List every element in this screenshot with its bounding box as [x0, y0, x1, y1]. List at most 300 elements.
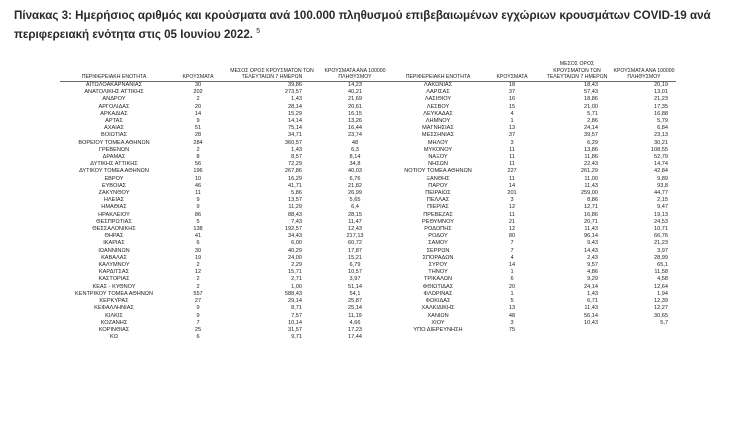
- left-cell-avg7: 2,29: [291, 262, 302, 269]
- left-cell-per100k: 40,03: [348, 168, 362, 175]
- left-cell-cases: 196: [193, 168, 203, 175]
- left-cell-region: ΚΕΝΤΡΙΚΟΥ ΤΟΜΕΑ ΑΘΗΝΩΝ: [74, 290, 153, 297]
- right-cell-avg7: 56,14: [584, 312, 598, 319]
- right-cell-avg7: 9,43: [587, 240, 598, 247]
- right-cell-per100k: 13,01: [654, 89, 668, 96]
- right-cell-avg7: 57,43: [584, 89, 598, 96]
- left-cell-avg7: 29,14: [288, 298, 302, 305]
- right-cell-cases: 11: [509, 161, 515, 168]
- right-cell-avg7: [542, 334, 612, 341]
- right-cell-region: ΣΠΟΡΑΔΩΝ: [422, 254, 454, 261]
- right-cell-per100k: 52,79: [654, 154, 668, 161]
- right-cell-cases: 13: [508, 305, 516, 312]
- left-cell-per100k: 23,74: [348, 132, 362, 139]
- left-cell-cases: 6: [196, 334, 200, 341]
- left-cell-per100k: 4,66: [349, 319, 361, 326]
- left-cell-cases: 56: [194, 161, 202, 168]
- table-row: [60, 168, 676, 175]
- left-cell-cases: 12: [194, 269, 202, 276]
- right-cell-per100k: 21,23: [654, 96, 668, 103]
- right-cell-cases: 15: [508, 103, 516, 110]
- right-cell-per100k: 4,58: [657, 276, 668, 283]
- left-cell-region: ΑΝΑΤΟΛΙΚΗΣ ΑΤΤΙΚΗΣ: [84, 89, 144, 96]
- right-cell-avg7: 6,71: [587, 298, 598, 305]
- right-cell-avg7: 22,43: [584, 161, 598, 168]
- left-cell-region: ΘΗΡΑΣ: [104, 233, 124, 240]
- right-cell-region: ΠΡΕΒΕΖΑΣ: [423, 211, 453, 218]
- right-cell-avg7: 5,71: [587, 110, 598, 117]
- right-cell-region: ΛΗΜΝΟΥ: [425, 118, 451, 125]
- right-cell-per100k: 1,94: [657, 290, 668, 297]
- table-row: [60, 298, 676, 305]
- right-cell-avg7: 11,86: [584, 154, 598, 161]
- left-cell-per100k: 28,15: [348, 211, 362, 218]
- left-cell-per100k: 6,79: [349, 262, 361, 269]
- right-cell-per100k: 20,19: [654, 82, 668, 88]
- table-row: [60, 197, 676, 204]
- right-cell-per100k: 10,71: [654, 226, 668, 233]
- table-row: [60, 226, 676, 233]
- left-cell-per100k: 60,72: [348, 240, 362, 247]
- left-cell-per100k: 3,97: [349, 276, 361, 283]
- left-cell-region: ΓΡΕΒΕΝΩΝ: [98, 146, 130, 153]
- table-row: [60, 125, 676, 132]
- right-cell-region: ΜΥΚΟΝΟΥ: [423, 146, 453, 153]
- left-cell-per100k: 17,87: [348, 247, 362, 254]
- right-cell-region: ΛΕΣΒΟΥ: [426, 103, 450, 110]
- left-cell-cases: 6: [196, 240, 200, 247]
- right-cell-cases: 12: [508, 226, 516, 233]
- right-cell-region: ΡΕΘΥΜΝΟΥ: [422, 218, 454, 225]
- table-row: [60, 96, 676, 103]
- left-cell-cases: 557: [193, 290, 203, 297]
- table-row: [60, 219, 676, 226]
- left-cell-region: ΚΑΡΔΙΤΣΑΣ: [98, 269, 130, 276]
- left-cell-per100k: 21,69: [348, 96, 362, 103]
- right-cell-per100k: [612, 327, 676, 334]
- table-row: [60, 240, 676, 247]
- left-cell-avg7: 31,57: [288, 326, 302, 333]
- left-cell-avg7: 88,43: [288, 211, 302, 218]
- left-cell-cases: 7: [196, 319, 200, 326]
- right-cell-avg7: 11,43: [584, 182, 598, 189]
- left-cell-region: ΔΡΑΜΑΣ: [102, 154, 126, 161]
- right-cell-region: ΧΑΛΚΙΔΙΚΗΣ: [421, 305, 455, 312]
- left-cell-region: ΚΕΡΚΥΡΑΣ: [99, 298, 129, 305]
- table-row: [60, 104, 676, 111]
- left-cell-per100k: 10,57: [348, 269, 362, 276]
- right-cell-avg7: 12,71: [584, 204, 598, 211]
- left-cell-cases: 8: [196, 154, 200, 161]
- left-cell-cases: 2: [196, 96, 200, 103]
- left-cell-cases: 27: [194, 298, 202, 305]
- right-cell-region: ΝΗΣΩΝ: [428, 161, 448, 168]
- right-cell-cases: 6: [510, 276, 514, 283]
- table-row: [60, 154, 676, 161]
- left-cell-avg7: 41,71: [288, 182, 302, 189]
- caption-text: Πίνακας 3: Ημερήσιος αριθμός και κρούσματα ανά 100.000 πληθυσμού επιβεβαιωμένων εγχώριων κρουσμάτων COVID-19 ανά περιφερειακή ενότητα στις 05 Ιουνίου 2022.: [14, 9, 711, 41]
- right-cell-avg7: 8,86: [587, 197, 598, 204]
- left-cell-per100k: 17,44: [348, 334, 362, 341]
- left-cell-per100k: 11,19: [348, 312, 362, 319]
- table-row: [60, 190, 676, 197]
- right-cell-cases: 37: [508, 132, 516, 139]
- left-cell-region: ΗΜΑΘΙΑΣ: [101, 204, 127, 211]
- right-cell-region: ΠΕΙΡΑΙΩΣ: [425, 190, 451, 197]
- right-cell-per100k: 17,35: [654, 103, 668, 110]
- right-cell-cases: 14: [508, 262, 516, 269]
- left-cell-avg7: 39,86: [288, 82, 302, 88]
- left-cell-per100k: 16,44: [348, 125, 362, 132]
- caption-footnote: 5: [256, 28, 261, 35]
- right-cell-per100k: 66,76: [654, 233, 668, 240]
- left-cell-region: ΚΑΣΤΟΡΙΑΣ: [98, 276, 130, 283]
- right-cell-cases: 4: [510, 110, 514, 117]
- table-row: [60, 291, 676, 298]
- table-row: [60, 212, 676, 219]
- left-cell-region: ΑΡΚΑΔΙΑΣ: [100, 110, 128, 117]
- left-cell-region: ΚΟΡΙΝΘΙΑΣ: [98, 326, 130, 333]
- left-cell-cases: 28: [194, 132, 202, 139]
- right-cell-cases: 16: [508, 96, 516, 103]
- right-cell-per100k: 9,89: [657, 175, 668, 182]
- right-cell-cases: 11: [509, 175, 515, 182]
- right-cell-avg7: 11,00: [584, 175, 598, 182]
- left-cell-avg7: 9,71: [291, 334, 302, 341]
- left-cell-cases: 20: [194, 103, 202, 110]
- right-cell-avg7: 11,43: [584, 305, 598, 312]
- left-cell-per100k: 25,14: [348, 305, 362, 312]
- right-cell-per100k: 24,53: [654, 218, 668, 225]
- right-cell-per100k: 5,79: [657, 118, 668, 125]
- right-cell-region: ΦΘΙΩΤΙΔΑΣ: [422, 283, 454, 290]
- left-cell-per100k: 13,26: [348, 118, 362, 125]
- left-cell-avg7: 75,14: [288, 125, 302, 132]
- table-row: [60, 204, 676, 211]
- table-row: [60, 233, 676, 240]
- right-cell-per100k: 21,23: [654, 240, 668, 247]
- left-cell-cases: 9: [196, 312, 200, 319]
- left-cell-per100k: 6,3: [351, 146, 359, 153]
- right-cell-per100k: 19,13: [654, 211, 668, 218]
- left-cell-cases: 5: [196, 218, 200, 225]
- right-cell-region: [394, 334, 482, 341]
- right-cell-cases: [482, 334, 542, 341]
- table-row: [60, 305, 676, 312]
- right-cell-cases: 227: [507, 168, 517, 175]
- table-row: [60, 269, 676, 276]
- table-row: [60, 183, 676, 190]
- right-cell-region: ΠΙΕΡΙΑΣ: [427, 204, 449, 211]
- left-cell-cases: 284: [193, 139, 203, 146]
- right-cell-avg7: 16,86: [584, 211, 598, 218]
- left-cell-region: ΙΚΑΡΙΑΣ: [103, 240, 125, 247]
- left-cell-per100k: 51,14: [348, 283, 362, 290]
- left-cell-cases: 9: [196, 204, 200, 211]
- table-caption: [14, 8, 726, 43]
- right-cell-avg7: 2,86: [587, 118, 598, 125]
- table-row: [60, 111, 676, 118]
- table-row: [60, 82, 676, 90]
- right-cell-cases: 14: [508, 182, 516, 189]
- header-cases-left: ΚΡΟΥΣΜΑΤΑ: [168, 56, 228, 82]
- left-cell-per100k: 5,65: [349, 197, 361, 204]
- header-per100k-left: ΚΡΟΥΣΜΑΤΑ ΑΝΑ 100000 ΠΛΗΘΥΣΜΟΥ: [316, 56, 394, 82]
- left-cell-avg7: 588,43: [284, 290, 302, 297]
- left-cell-per100k: 21,82: [348, 182, 362, 189]
- right-cell-per100k: 93,8: [657, 182, 668, 189]
- right-cell-per100k: 108,55: [650, 146, 668, 153]
- left-cell-cases: 30: [194, 82, 202, 88]
- left-cell-region: ΔΥΤΙΚΟΥ ΤΟΜΕΑ ΑΘΗΝΩΝ: [79, 168, 149, 175]
- left-cell-avg7: 11,29: [288, 204, 302, 211]
- right-cell-region: ΦΛΩΡΙΝΑΣ: [423, 290, 453, 297]
- left-cell-avg7: 13,57: [288, 197, 302, 204]
- left-cell-per100k: 16,15: [348, 110, 362, 117]
- table-row: [60, 334, 676, 341]
- right-cell-cases: 3: [510, 197, 514, 204]
- right-cell-region: ΣΑΜΟΥ: [428, 240, 448, 247]
- left-cell-avg7: 34,71: [288, 132, 302, 139]
- right-cell-cases: 20: [508, 283, 516, 290]
- left-cell-avg7: 15,29: [288, 110, 302, 117]
- right-cell-per100k: 12,64: [654, 283, 668, 290]
- left-cell-avg7: 7,57: [291, 312, 302, 319]
- right-cell-region: ΜΑΓΝΗΣΙΑΣ: [422, 125, 454, 132]
- right-cell-per100k: 12,39: [654, 298, 668, 305]
- table-row: [60, 89, 676, 96]
- left-cell-region: ΗΛΕΙΑΣ: [103, 197, 125, 204]
- right-cell-avg7: 6,29: [587, 139, 598, 146]
- left-cell-cases: 30: [194, 247, 202, 254]
- right-cell-per100k: 2,15: [657, 197, 668, 204]
- right-cell-per100k: 14,74: [654, 161, 668, 168]
- left-cell-cases: 41: [194, 233, 202, 240]
- table-row: [60, 176, 676, 183]
- right-cell-region: ΜΕΣΣΗΝΙΑΣ: [421, 132, 455, 139]
- right-cell-region: ΤΗΝΟΥ: [428, 269, 448, 276]
- left-cell-cases: 202: [193, 89, 203, 96]
- left-cell-avg7: 14,14: [288, 118, 302, 125]
- right-cell-cases: 75: [508, 326, 516, 333]
- table-row: [60, 118, 676, 125]
- right-cell-per100k: 5,7: [660, 319, 668, 326]
- right-cell-region: ΝΟΤΙΟΥ ΤΟΜΕΑ ΑΘΗΝΩΝ: [404, 168, 472, 175]
- right-cell-per100k: 65,1: [657, 262, 668, 269]
- left-cell-per100k: 34,8: [349, 161, 361, 168]
- header-cases-right: ΚΡΟΥΣΜΑΤΑ: [482, 56, 542, 82]
- left-cell-per100k: 11,47: [348, 218, 362, 225]
- left-cell-region: ΚΙΛΚΙΣ: [105, 312, 123, 319]
- left-cell-cases: 11: [195, 190, 201, 197]
- left-cell-cases: 9: [196, 197, 200, 204]
- right-cell-region: ΡΟΔΟΥ: [428, 233, 448, 240]
- table-row: [60, 313, 676, 320]
- right-cell-region: ΧΑΝΙΩΝ: [427, 312, 449, 319]
- left-cell-cases: 2: [196, 276, 200, 283]
- right-cell-region: ΤΡΙΚΑΛΩΝ: [423, 276, 453, 283]
- table-row: [60, 161, 676, 168]
- right-cell-cases: 7: [510, 240, 514, 247]
- right-cell-cases: 18: [508, 82, 516, 88]
- right-cell-cases: 12: [508, 204, 516, 211]
- right-cell-cases: 48: [508, 312, 516, 319]
- table-body: [60, 82, 676, 342]
- right-cell-region: ΣΥΡΟΥ: [428, 262, 448, 269]
- right-cell-per100k: 44,77: [654, 190, 668, 197]
- left-cell-cases: 2: [196, 283, 200, 290]
- right-cell-avg7: 4,86: [587, 269, 598, 276]
- right-cell-region: ΛΑΡΙΣΑΣ: [426, 89, 450, 96]
- left-cell-avg7: 7,43: [291, 218, 302, 225]
- left-cell-avg7: 15,71: [288, 269, 302, 276]
- left-cell-cases: 19: [194, 254, 202, 261]
- left-cell-per100k: 217,13: [346, 233, 364, 240]
- left-cell-avg7: 5,86: [291, 190, 302, 197]
- left-cell-region: ΚΑΛΥΜΝΟΥ: [98, 262, 130, 269]
- header-region-right: ΠΕΡΙΦΕΡΕΙΑΚΗ ΕΝΟΤΗΤΑ: [394, 56, 482, 82]
- left-cell-cases: 51: [194, 125, 202, 132]
- left-cell-per100k: 14,23: [348, 82, 362, 88]
- right-cell-region: ΣΕΡΡΩΝ: [426, 247, 450, 254]
- right-cell-cases: 11: [509, 211, 515, 218]
- right-cell-avg7: [542, 327, 612, 334]
- left-cell-avg7: 8,71: [291, 305, 302, 312]
- right-cell-region: ΠΑΡΟΥ: [428, 182, 448, 189]
- left-cell-per100k: 54,1: [349, 290, 361, 297]
- left-cell-avg7: 16,29: [288, 175, 302, 182]
- right-cell-cases: 201: [507, 190, 517, 197]
- right-cell-region: ΞΑΝΘΗΣ: [426, 175, 450, 182]
- left-cell-per100k: 6,76: [349, 175, 361, 182]
- left-cell-avg7: 10,14: [288, 319, 302, 326]
- left-cell-region: ΔΥΤΙΚΗΣ ΑΤΤΙΚΗΣ: [90, 161, 138, 168]
- left-cell-region: ΒΟΡΕΙΟΥ ΤΟΜΕΑ ΑΘΗΝΩΝ: [78, 139, 150, 146]
- right-cell-cases: 13: [508, 125, 516, 132]
- left-cell-avg7: 24,00: [288, 254, 302, 261]
- right-cell-cases: 3: [510, 139, 514, 146]
- left-cell-cases: 9: [196, 118, 200, 125]
- right-cell-avg7: 96,14: [584, 233, 598, 240]
- right-cell-per100k: 11,58: [654, 269, 668, 276]
- table-row: [60, 140, 676, 147]
- header-avg-left: ΜΕΣΟΣ ΟΡΟΣ ΚΡΟΥΣΜΑΤΩΝ ΤΩΝ ΤΕΛΕΥΤΑΙΩΝ 7 ΗΜΕΡΩΝ: [228, 56, 316, 82]
- left-cell-cases: 25: [194, 326, 202, 333]
- left-cell-avg7: 28,14: [288, 103, 302, 110]
- right-cell-region: ΛΑΚΩΝΙΑΣ: [423, 82, 453, 88]
- left-cell-region: ΚΑΒΑΛΑΣ: [101, 254, 127, 261]
- right-cell-avg7: 18,43: [584, 82, 598, 88]
- left-cell-per100k: 40,21: [348, 89, 362, 96]
- table-row: [60, 132, 676, 139]
- left-cell-region: ΚΕΑΣ - ΚΥΘΝΟΥ: [92, 283, 136, 290]
- right-cell-region: ΝΑΞΟΥ: [428, 154, 448, 161]
- right-cell-cases: 1: [510, 269, 514, 276]
- right-cell-per100k: 28,99: [654, 254, 668, 261]
- left-cell-per100k: 12,43: [348, 226, 362, 233]
- left-cell-region: ΘΕΣΠΡΩΤΙΑΣ: [96, 218, 132, 225]
- left-cell-per100k: 17,23: [348, 326, 362, 333]
- left-cell-cases: 138: [193, 226, 203, 233]
- covid-region-table: [60, 56, 676, 341]
- right-cell-avg7: 20,71: [584, 218, 598, 225]
- left-cell-cases: 86: [194, 211, 202, 218]
- right-cell-cases: 11: [509, 146, 515, 153]
- left-cell-region: ΙΩΑΝΝΙΝΩΝ: [98, 247, 130, 254]
- right-cell-avg7: 14,43: [584, 247, 598, 254]
- table-row: [60, 255, 676, 262]
- left-cell-region: ΕΒΡΟΥ: [104, 175, 124, 182]
- right-cell-per100k: 16,88: [654, 110, 668, 117]
- right-cell-per100k: 23,13: [654, 132, 668, 139]
- right-cell-avg7: 1,43: [587, 290, 598, 297]
- right-cell-region: ΡΟΔΟΠΗΣ: [424, 226, 452, 233]
- left-cell-per100k: 26,99: [348, 190, 362, 197]
- left-cell-avg7: 8,57: [291, 154, 302, 161]
- left-cell-avg7: 6,00: [291, 240, 302, 247]
- right-cell-cases: 37: [508, 89, 516, 96]
- header-region-left: ΠΕΡΙΦΕΡΕΙΑΚΗ ΕΝΟΤΗΤΑ: [60, 56, 168, 82]
- left-cell-per100k: 25,87: [348, 298, 362, 305]
- right-cell-avg7: 10,43: [584, 319, 598, 326]
- right-cell-per100k: 30,21: [654, 139, 668, 146]
- left-cell-avg7: 1,43: [291, 146, 302, 153]
- right-cell-avg7: 21,00: [584, 103, 598, 110]
- right-cell-avg7: 18,86: [584, 96, 598, 103]
- right-cell-per100k: 3,97: [657, 247, 668, 254]
- left-cell-avg7: 1,00: [291, 283, 302, 290]
- right-cell-region: ΧΙΟΥ: [431, 319, 445, 326]
- right-cell-avg7: 261,29: [580, 168, 598, 175]
- left-cell-region: ΑΝΔΡΟΥ: [102, 96, 126, 103]
- right-cell-per100k: 9,47: [657, 204, 668, 211]
- right-cell-avg7: 2,43: [587, 254, 598, 261]
- left-cell-region: ΑΧΑΪΑΣ: [104, 125, 124, 132]
- left-cell-per100k: 20,61: [348, 103, 362, 110]
- right-cell-cases: 1: [510, 290, 514, 297]
- right-cell-per100k: 12,27: [654, 305, 668, 312]
- header-avg-right: ΜΕΣΟΣ ΟΡΟΣ ΚΡΟΥΣΜΑΤΩΝ ΤΩΝ ΤΕΛΕΥΤΑΙΩΝ 7 ΗΜΕΡΩΝ: [542, 56, 612, 82]
- left-cell-per100k: 48: [351, 139, 359, 146]
- right-cell-avg7: 259,00: [580, 190, 598, 197]
- left-cell-cases: 46: [194, 182, 202, 189]
- left-cell-avg7: 192,57: [284, 226, 302, 233]
- right-cell-avg7: 24,14: [584, 125, 598, 132]
- left-cell-avg7: 267,86: [284, 168, 302, 175]
- right-cell-cases: 11: [509, 154, 515, 161]
- left-cell-region: ΘΕΣΣΑΛΟΝΙΚΗΣ: [92, 226, 136, 233]
- left-cell-per100k: 15,21: [348, 254, 362, 261]
- right-cell-cases: 3: [510, 319, 514, 326]
- right-cell-avg7: 9,29: [587, 276, 598, 283]
- right-cell-region: ΛΑΣΙΘΙΟΥ: [424, 96, 452, 103]
- table-row: [60, 147, 676, 154]
- left-cell-region: ΚΕΦΑΛΛΗΝΙΑΣ: [94, 305, 134, 312]
- right-cell-region: ΠΕΛΛΑΣ: [426, 197, 450, 204]
- right-cell-per100k: 42,84: [654, 168, 668, 175]
- right-cell-per100k: 30,65: [654, 312, 668, 319]
- left-cell-per100k: 6,4: [351, 204, 359, 211]
- header-per100k-right: ΚΡΟΥΣΜΑΤΑ ΑΝΑ 100000 ΠΛΗΘΥΣΜΟΥ: [612, 56, 676, 82]
- left-cell-avg7: 34,43: [288, 233, 302, 240]
- right-cell-cases: 5: [510, 298, 514, 305]
- right-cell-region: ΥΠΟ ΔΙΕΡΕΥΝΗΣΗ: [413, 326, 463, 333]
- right-cell-cases: 7: [510, 247, 514, 254]
- left-cell-region: ΚΟΖΑΝΗΣ: [100, 319, 128, 326]
- table-row: [60, 284, 676, 291]
- left-cell-cases: 2: [196, 146, 200, 153]
- right-cell-region: ΛΕΥΚΑΔΑΣ: [423, 110, 453, 117]
